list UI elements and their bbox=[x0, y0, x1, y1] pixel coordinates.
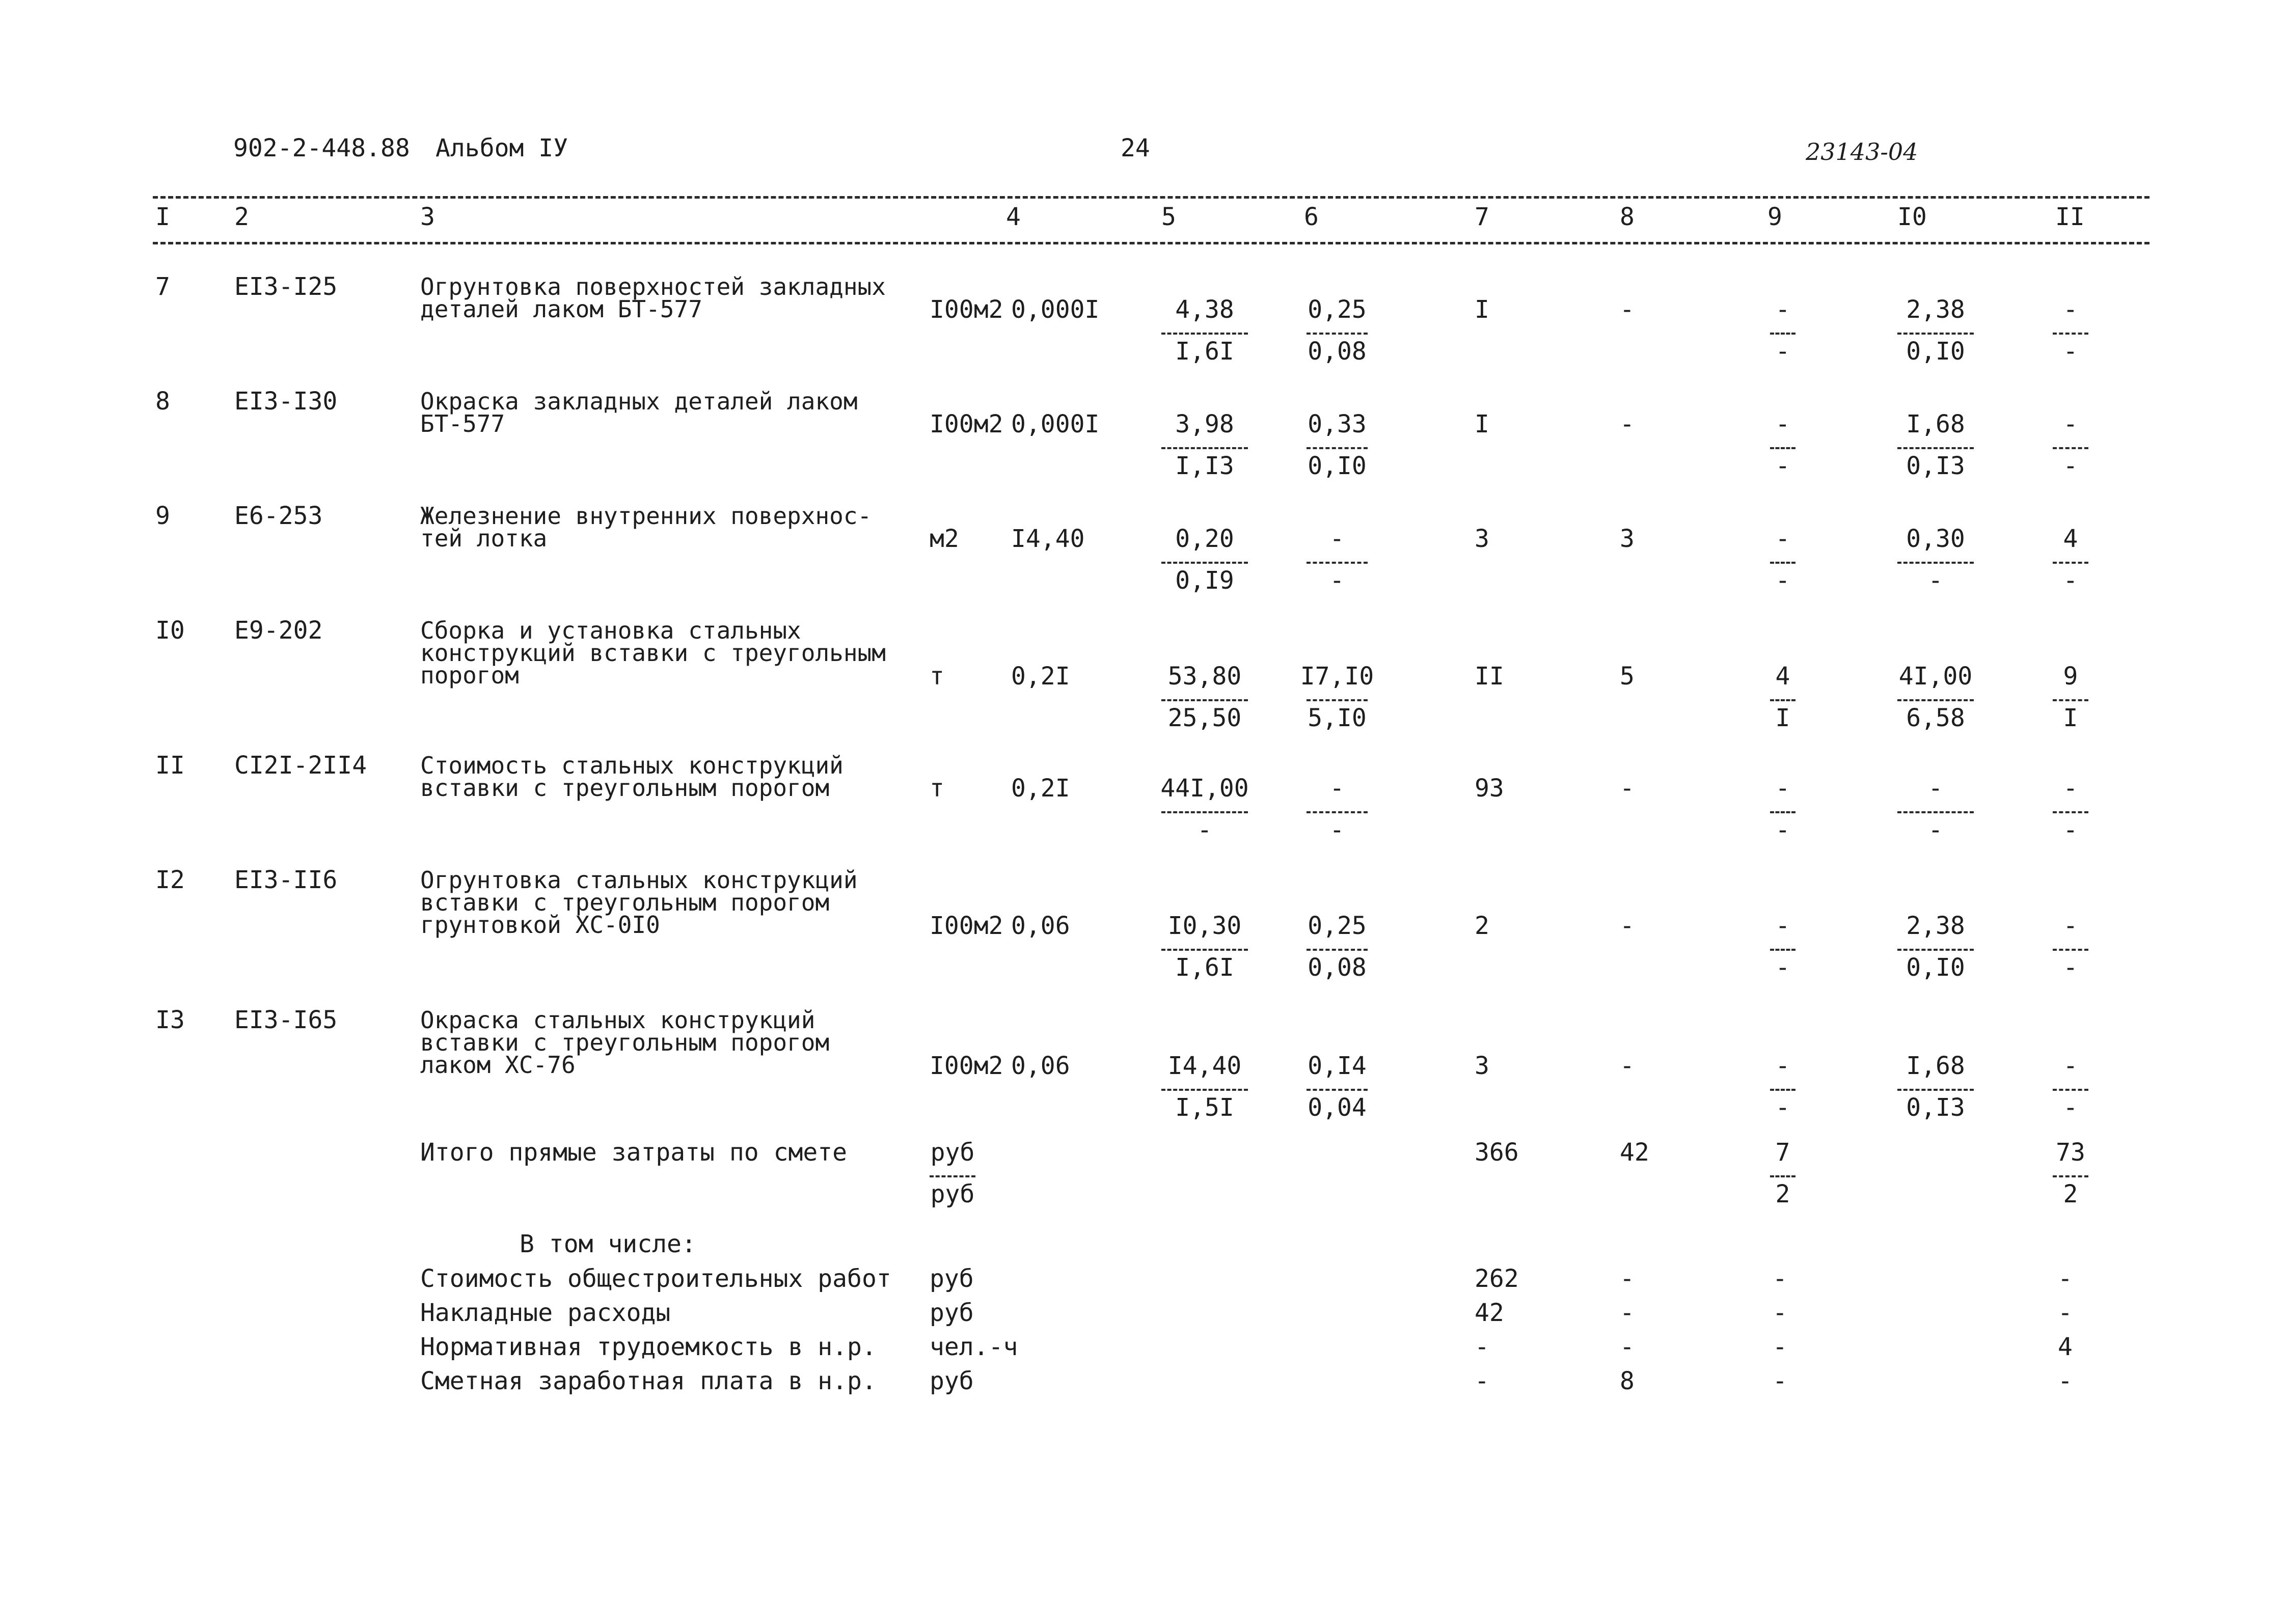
header-bottom-rule bbox=[153, 242, 2149, 244]
unit-cost-fraction-bar bbox=[1161, 811, 1248, 813]
total-unit-fraction-bar bbox=[930, 1175, 975, 1177]
work-description-line: Стоимость стальных конструкций bbox=[420, 752, 843, 779]
machine-operation bbox=[1770, 295, 1795, 366]
breakdown-labor: - bbox=[2058, 1367, 2073, 1395]
row-number: 9 bbox=[155, 502, 170, 530]
breakdown-machine: - bbox=[1773, 1299, 1787, 1327]
column-number-2: 2 bbox=[234, 203, 249, 231]
work-description-line: конструкций вставки с треугольным bbox=[420, 639, 886, 667]
labor-total-fraction-bar bbox=[2053, 447, 2088, 449]
labor-total bbox=[2053, 912, 2088, 982]
unit-wage-denominator: 0,I0 bbox=[1308, 452, 1367, 480]
work-description-line: порогом bbox=[420, 662, 519, 689]
breakdown-machine: - bbox=[1773, 1367, 1787, 1395]
breakdown-label: Сметная заработная плата в н.р. bbox=[420, 1367, 877, 1395]
total-labor-sum bbox=[2053, 1138, 2088, 1208]
album-label: Альбом IУ bbox=[436, 134, 568, 162]
machine-operation-fraction-bar bbox=[1770, 562, 1795, 564]
total-wage: - bbox=[1620, 912, 1635, 940]
machine-operation-numerator: - bbox=[1775, 912, 1790, 940]
row-number: I3 bbox=[155, 1006, 185, 1034]
breakdown-unit: руб bbox=[930, 1264, 974, 1293]
total-labor-sum-fraction-bar bbox=[2053, 1175, 2088, 1177]
breakdown-label: Стоимость общестроительных работ bbox=[420, 1264, 891, 1293]
quantity: 0,06 bbox=[1011, 1052, 1070, 1080]
total-machine-sum bbox=[1770, 1138, 1795, 1208]
labor-total bbox=[2053, 774, 2088, 844]
breakdown-wage: - bbox=[1620, 1333, 1635, 1361]
rate-code: EI3-I25 bbox=[234, 272, 338, 301]
unit-wage bbox=[1307, 525, 1368, 595]
labor-per-unit-numerator: 4I,00 bbox=[1898, 662, 1973, 691]
breakdown-wage: - bbox=[1620, 1299, 1635, 1327]
work-description-line: лаком ХС-76 bbox=[420, 1051, 576, 1079]
page-number: 24 bbox=[1121, 134, 1150, 162]
unit-wage-numerator: 0,I4 bbox=[1308, 1052, 1367, 1080]
unit-wage-fraction-bar bbox=[1307, 1089, 1368, 1091]
total-cost-sum: 366 bbox=[1475, 1138, 1519, 1167]
unit-wage bbox=[1307, 912, 1368, 982]
breakdown-label: Нормативная трудоемкость в н.р. bbox=[420, 1333, 877, 1361]
machine-operation-numerator: 4 bbox=[1775, 662, 1790, 691]
labor-total-fraction-bar bbox=[2053, 949, 2088, 951]
breakdown-unit: руб bbox=[930, 1367, 974, 1395]
labor-per-unit-fraction-bar bbox=[1897, 811, 1974, 813]
labor-total-numerator: 4 bbox=[2063, 525, 2078, 553]
machine-operation-denominator: - bbox=[1775, 816, 1790, 844]
unit-cost bbox=[1161, 912, 1248, 982]
breakdown-wage: - bbox=[1620, 1264, 1635, 1293]
unit-cost-denominator: 25,50 bbox=[1167, 704, 1242, 732]
unit-of-measure: т bbox=[930, 662, 944, 691]
unit-wage bbox=[1307, 774, 1368, 844]
unit-cost-denominator: I,5I bbox=[1175, 1093, 1234, 1122]
labor-total-denominator: I bbox=[2063, 704, 2078, 732]
breakdown-label: Накладные расходы bbox=[420, 1299, 671, 1327]
total-wage: - bbox=[1620, 1052, 1635, 1080]
machine-operation-numerator: - bbox=[1775, 774, 1790, 803]
column-number-10: I0 bbox=[1897, 203, 1927, 231]
rate-code: EI3-II6 bbox=[234, 866, 338, 894]
breakdown-unit: руб bbox=[930, 1299, 974, 1327]
unit-wage-fraction-bar bbox=[1307, 811, 1368, 813]
unit-cost bbox=[1161, 1052, 1248, 1122]
unit-wage-fraction-bar bbox=[1307, 949, 1368, 951]
labor-total-numerator: - bbox=[2063, 295, 2078, 324]
total-cost: II bbox=[1475, 662, 1504, 691]
total-labor-sum-denominator: 2 bbox=[2063, 1180, 2078, 1208]
work-description-line: вставки с треугольным порогом bbox=[420, 774, 830, 802]
rate-code: E9-202 bbox=[234, 616, 323, 645]
labor-total-numerator: - bbox=[2063, 1052, 2078, 1080]
labor-total-fraction-bar bbox=[2053, 562, 2088, 564]
unit-wage-denominator: 5,I0 bbox=[1308, 704, 1367, 732]
sheet-code: 23143-04 bbox=[1806, 138, 1918, 166]
labor-total bbox=[2053, 525, 2088, 595]
machine-operation-denominator: - bbox=[1775, 337, 1790, 366]
unit-wage-numerator: 0,25 bbox=[1308, 912, 1367, 940]
total-wage: - bbox=[1620, 295, 1635, 324]
work-description-line: грунтовкой ХС-0I0 bbox=[420, 911, 660, 939]
labor-total-denominator: - bbox=[2063, 816, 2078, 844]
rate-code: CI2I-2II4 bbox=[234, 751, 367, 780]
machine-operation-numerator: - bbox=[1775, 1052, 1790, 1080]
total-cost: 3 bbox=[1475, 525, 1489, 553]
machine-operation-denominator: - bbox=[1775, 953, 1790, 982]
quantity: 0,000I bbox=[1011, 295, 1100, 324]
unit-cost-fraction-bar bbox=[1161, 1089, 1248, 1091]
machine-operation-fraction-bar bbox=[1770, 447, 1795, 449]
unit-of-measure: т bbox=[930, 774, 944, 803]
labor-total-numerator: 9 bbox=[2063, 662, 2078, 691]
unit-wage-fraction-bar bbox=[1307, 562, 1368, 564]
labor-total-fraction-bar bbox=[2053, 699, 2088, 701]
labor-per-unit-numerator: 2,38 bbox=[1906, 295, 1965, 324]
unit-cost-numerator: I4,40 bbox=[1167, 1052, 1242, 1080]
breakdown-cost: - bbox=[1475, 1333, 1489, 1361]
unit-cost-numerator: 0,20 bbox=[1175, 525, 1234, 553]
total-cost: I bbox=[1475, 410, 1489, 438]
row-number: I0 bbox=[155, 616, 185, 645]
work-description-line: тей лотка bbox=[420, 525, 548, 552]
unit-cost bbox=[1161, 662, 1248, 732]
unit-wage-fraction-bar bbox=[1307, 333, 1368, 335]
machine-operation-denominator: - bbox=[1775, 566, 1790, 595]
column-number-9: 9 bbox=[1767, 203, 1782, 231]
work-description-line: вставки с треугольным порогом bbox=[420, 889, 830, 916]
total-wage: 5 bbox=[1620, 662, 1635, 691]
total-label: Итого прямые затраты по смете bbox=[420, 1138, 848, 1167]
unit-wage-denominator: - bbox=[1329, 816, 1345, 844]
breakdown-cost: - bbox=[1475, 1367, 1489, 1395]
labor-total-denominator: - bbox=[2063, 337, 2078, 366]
machine-operation-fraction-bar bbox=[1770, 949, 1795, 951]
unit-cost-denominator: - bbox=[1197, 816, 1212, 844]
quantity: I4,40 bbox=[1011, 525, 1085, 553]
total-cost: 3 bbox=[1475, 1052, 1489, 1080]
row-number: 8 bbox=[155, 387, 170, 416]
total-machine-sum-denominator: 2 bbox=[1775, 1180, 1790, 1208]
breakdown-wage: 8 bbox=[1620, 1367, 1635, 1395]
labor-total-denominator: - bbox=[2063, 452, 2078, 480]
row-number: II bbox=[155, 751, 185, 780]
labor-per-unit-fraction-bar bbox=[1897, 562, 1974, 564]
labor-total bbox=[2053, 1052, 2088, 1122]
unit-cost bbox=[1161, 295, 1248, 366]
machine-operation-denominator: - bbox=[1775, 1093, 1790, 1122]
unit-wage bbox=[1307, 412, 1368, 478]
labor-total bbox=[2053, 295, 2088, 366]
labor-total-denominator: - bbox=[2063, 1093, 2078, 1122]
machine-operation-fraction-bar bbox=[1770, 1089, 1795, 1091]
unit-of-measure: I00м2 bbox=[930, 912, 1003, 940]
labor-total-numerator: - bbox=[2063, 912, 2078, 940]
labor-per-unit bbox=[1897, 1052, 1974, 1122]
labor-per-unit-denominator: 0,I0 bbox=[1906, 953, 1965, 982]
labor-per-unit-fraction-bar bbox=[1897, 333, 1974, 335]
document-code: 902-2-448.88 bbox=[233, 134, 410, 162]
unit-wage bbox=[1307, 295, 1368, 366]
labor-per-unit-numerator: I,68 bbox=[1906, 410, 1965, 438]
machine-operation bbox=[1770, 662, 1795, 732]
labor-per-unit-denominator: 0,I3 bbox=[1906, 452, 1965, 480]
unit-cost bbox=[1161, 525, 1248, 595]
column-number-11: II bbox=[2055, 203, 2085, 231]
column-number-4: 4 bbox=[1006, 203, 1021, 231]
labor-per-unit-fraction-bar bbox=[1897, 1089, 1974, 1091]
total-wage: - bbox=[1620, 774, 1635, 803]
labor-total-denominator: - bbox=[2063, 953, 2078, 982]
labor-total-fraction-bar bbox=[2053, 333, 2088, 335]
labor-total-denominator: - bbox=[2063, 566, 2078, 595]
unit-wage-fraction-bar bbox=[1307, 447, 1368, 449]
labor-per-unit bbox=[1897, 295, 1974, 366]
total-wage: - bbox=[1620, 410, 1635, 438]
machine-operation bbox=[1770, 912, 1795, 982]
quantity: 0,06 bbox=[1011, 912, 1070, 940]
total-unit-denominator: руб bbox=[930, 1180, 975, 1208]
work-description-line: Железнение внутренних поверхнос- bbox=[420, 502, 872, 530]
unit-wage-numerator: 0,25 bbox=[1308, 295, 1367, 324]
unit-of-measure: I00м2 bbox=[930, 410, 1003, 438]
work-description-line: вставки с треугольным порогом bbox=[420, 1029, 830, 1056]
unit-of-measure: м2 bbox=[930, 525, 959, 553]
machine-operation-fraction-bar bbox=[1770, 699, 1795, 701]
labor-per-unit-numerator: I,68 bbox=[1906, 1052, 1965, 1080]
machine-operation bbox=[1770, 774, 1795, 844]
machine-operation-denominator: - bbox=[1775, 452, 1790, 480]
total-labor-sum-numerator: 73 bbox=[2056, 1138, 2085, 1167]
total-cost: I bbox=[1475, 295, 1489, 324]
rate-code: E6-253 bbox=[234, 502, 323, 530]
rate-code: EI3-I30 bbox=[234, 387, 338, 416]
unit-wage-numerator: I7,I0 bbox=[1300, 662, 1374, 691]
work-description-line: Огрунтовка поверхностей закладных bbox=[420, 273, 886, 300]
work-description-line: Огрунтовка стальных конструкций bbox=[420, 866, 858, 894]
unit-cost-numerator: 4,38 bbox=[1175, 295, 1234, 324]
labor-total bbox=[2053, 412, 2088, 478]
quantity: 0,000I bbox=[1011, 410, 1100, 438]
labor-per-unit bbox=[1897, 662, 1974, 732]
machine-operation-numerator: - bbox=[1775, 410, 1790, 438]
column-number-1: I bbox=[155, 203, 170, 231]
machine-operation bbox=[1770, 412, 1795, 478]
unit-cost-numerator: 53,80 bbox=[1167, 662, 1242, 691]
total-wage-sum: 42 bbox=[1620, 1138, 1649, 1167]
unit-cost-fraction-bar bbox=[1161, 333, 1248, 335]
work-description-line: деталей лаком БТ-577 bbox=[420, 295, 702, 323]
row-number: 7 bbox=[155, 272, 170, 301]
labor-per-unit bbox=[1897, 912, 1974, 982]
breakdown-labor: - bbox=[2058, 1264, 2073, 1293]
header-top-rule bbox=[153, 196, 2149, 199]
rate-code: EI3-I65 bbox=[234, 1006, 338, 1034]
column-number-3: 3 bbox=[420, 203, 435, 231]
unit-cost-fraction-bar bbox=[1161, 949, 1248, 951]
unit-cost-denominator: I,6I bbox=[1175, 953, 1234, 982]
labor-per-unit-fraction-bar bbox=[1897, 447, 1974, 449]
labor-total-fraction-bar bbox=[2053, 811, 2088, 813]
machine-operation-fraction-bar bbox=[1770, 333, 1795, 335]
labor-per-unit-fraction-bar bbox=[1897, 699, 1974, 701]
unit-wage-numerator: - bbox=[1329, 774, 1345, 803]
column-number-7: 7 bbox=[1475, 203, 1489, 231]
unit-of-measure: I00м2 bbox=[930, 295, 1003, 324]
total-unit bbox=[930, 1138, 975, 1208]
breakdown-machine: - bbox=[1773, 1264, 1787, 1293]
labor-per-unit-denominator: 0,I3 bbox=[1906, 1093, 1965, 1122]
unit-cost-fraction-bar bbox=[1161, 699, 1248, 701]
machine-operation bbox=[1770, 525, 1795, 595]
unit-wage-numerator: 0,33 bbox=[1308, 410, 1367, 438]
labor-per-unit-numerator: 0,30 bbox=[1906, 525, 1965, 553]
breakdown-labor: - bbox=[2058, 1299, 2073, 1327]
unit-wage-denominator: 0,08 bbox=[1308, 953, 1367, 982]
total-machine-sum-fraction-bar bbox=[1770, 1175, 1795, 1177]
labor-per-unit-fraction-bar bbox=[1897, 949, 1974, 951]
including-label: В том числе: bbox=[520, 1230, 696, 1258]
unit-cost-numerator: 3,98 bbox=[1175, 410, 1234, 438]
unit-wage-fraction-bar bbox=[1307, 699, 1368, 701]
work-description-line: БТ-577 bbox=[420, 410, 505, 437]
unit-cost-denominator: I,I3 bbox=[1175, 452, 1234, 480]
unit-wage bbox=[1300, 662, 1374, 732]
machine-operation-denominator: I bbox=[1775, 704, 1790, 732]
unit-cost-fraction-bar bbox=[1161, 447, 1248, 449]
labor-total-fraction-bar bbox=[2053, 1089, 2088, 1091]
unit-cost-denominator: I,6I bbox=[1175, 337, 1234, 366]
unit-cost-numerator: 44I,00 bbox=[1160, 774, 1249, 803]
breakdown-cost: 262 bbox=[1475, 1264, 1519, 1293]
labor-per-unit-numerator: 2,38 bbox=[1906, 912, 1965, 940]
total-machine-sum-numerator: 7 bbox=[1775, 1138, 1790, 1167]
breakdown-cost: 42 bbox=[1475, 1299, 1504, 1327]
quantity: 0,2I bbox=[1011, 774, 1070, 803]
machine-operation bbox=[1770, 1052, 1795, 1122]
breakdown-labor: 4 bbox=[2058, 1333, 2073, 1361]
labor-per-unit-denominator: - bbox=[1928, 816, 1943, 844]
machine-operation-fraction-bar bbox=[1770, 811, 1795, 813]
unit-wage-numerator: - bbox=[1329, 525, 1345, 553]
unit-wage-denominator: 0,04 bbox=[1308, 1093, 1367, 1122]
labor-total bbox=[2053, 662, 2088, 732]
labor-per-unit-numerator: - bbox=[1928, 774, 1943, 803]
row-number: I2 bbox=[155, 866, 185, 894]
unit-wage-denominator: - bbox=[1329, 566, 1345, 595]
unit-cost-numerator: I0,30 bbox=[1167, 912, 1242, 940]
labor-per-unit-denominator: - bbox=[1928, 566, 1943, 595]
work-description-line: Окраска закладных деталей лаком bbox=[420, 388, 858, 415]
unit-cost-denominator: 0,I9 bbox=[1175, 566, 1234, 595]
unit-cost bbox=[1161, 412, 1248, 478]
quantity: 0,2I bbox=[1011, 662, 1070, 691]
machine-operation-numerator: - bbox=[1775, 525, 1790, 553]
labor-per-unit-denominator: 6,58 bbox=[1906, 704, 1965, 732]
work-description-line: Окраска стальных конструкций bbox=[420, 1006, 815, 1034]
unit-wage bbox=[1307, 1052, 1368, 1122]
work-description-line: Сборка и установка стальных bbox=[420, 617, 801, 644]
column-number-8: 8 bbox=[1620, 203, 1635, 231]
breakdown-machine: - bbox=[1773, 1333, 1787, 1361]
column-number-5: 5 bbox=[1161, 203, 1176, 231]
labor-per-unit bbox=[1897, 774, 1974, 844]
labor-per-unit bbox=[1897, 412, 1974, 478]
unit-cost bbox=[1160, 774, 1249, 844]
total-unit-numerator: руб bbox=[930, 1138, 975, 1167]
total-wage: 3 bbox=[1620, 525, 1635, 553]
machine-operation-numerator: - bbox=[1775, 295, 1790, 324]
breakdown-unit: чел.-ч bbox=[930, 1333, 1018, 1361]
unit-of-measure: I00м2 bbox=[930, 1052, 1003, 1080]
labor-per-unit bbox=[1897, 525, 1974, 595]
unit-cost-fraction-bar bbox=[1161, 562, 1248, 564]
labor-total-numerator: - bbox=[2063, 410, 2078, 438]
total-cost: 2 bbox=[1475, 912, 1489, 940]
labor-total-numerator: - bbox=[2063, 774, 2078, 803]
unit-wage-denominator: 0,08 bbox=[1308, 337, 1367, 366]
column-number-6: 6 bbox=[1304, 203, 1319, 231]
total-cost: 93 bbox=[1475, 774, 1504, 803]
labor-per-unit-denominator: 0,I0 bbox=[1906, 337, 1965, 366]
